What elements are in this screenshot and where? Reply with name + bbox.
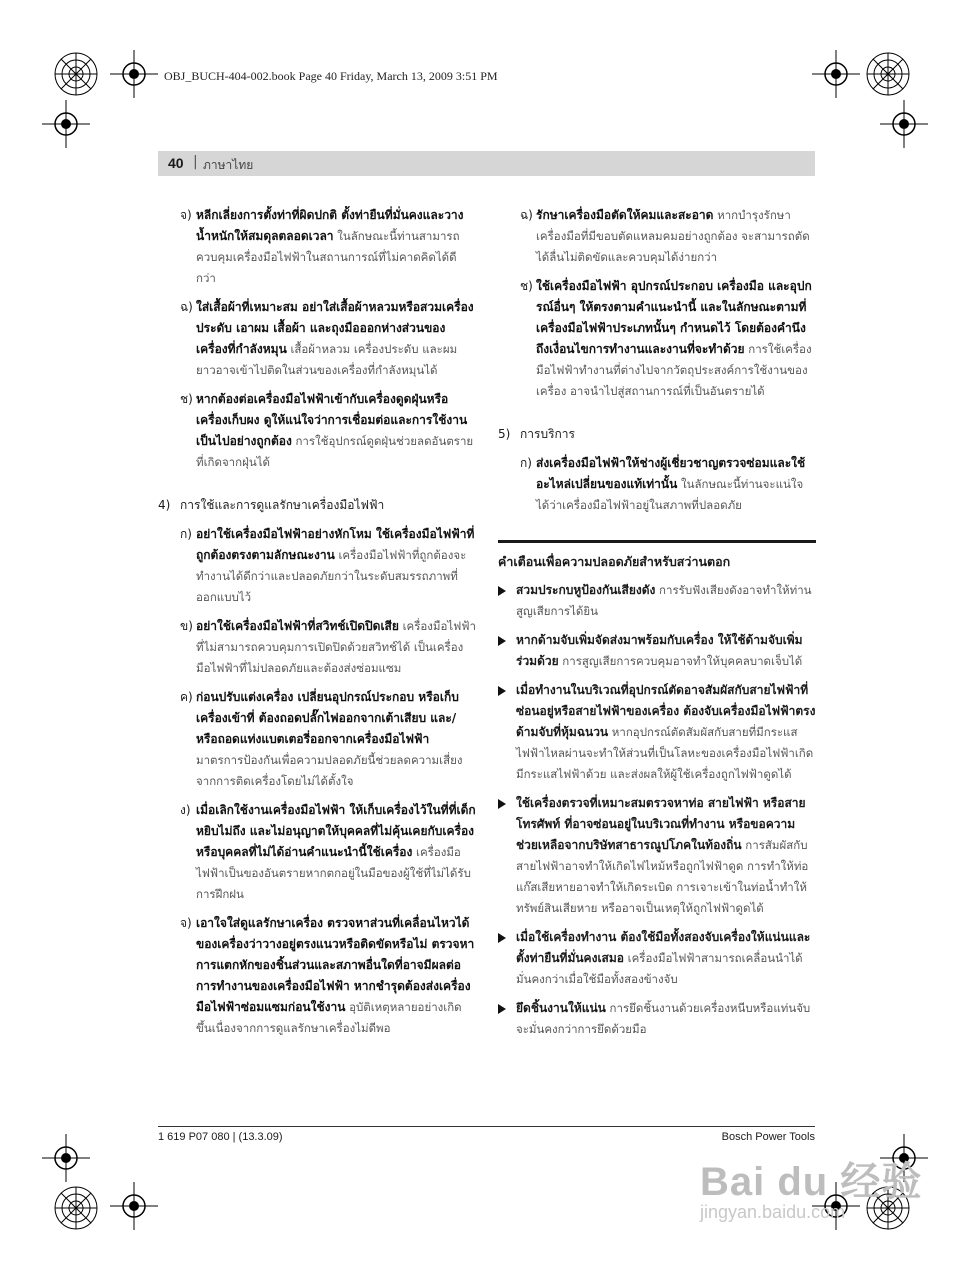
- bullet-bold-text: สวมประกบหูป้องกันเสียงดัง: [516, 583, 656, 597]
- item-text: เสื้อผ้าหลวม เครื่องประดับ และผมยาวอาจเข้าไปติดในส่วนของเครื่องที่กำลังหมุนได้: [196, 342, 458, 377]
- color-rosette-icon: [866, 52, 910, 96]
- section-marker: 4): [158, 498, 171, 512]
- bullet-text: เครื่องมือไฟฟ้าสามารถเคลื่อนนำได้มั่นคงกว่าเมื่อใช้มือทั้งสองข้างจับ: [516, 951, 803, 986]
- item-text: เครื่องมือไฟฟ้าที่ถูกต้องจะทำงานได้ดีกว่าและปลอดภัยกว่าในระดับสมรรถภาพที่ออกแบบไว้: [196, 548, 467, 604]
- safety-item: [158, 616, 476, 679]
- footer-code: 1 619 P07 080 | (13.3.09): [158, 1131, 283, 1143]
- item-text: อุบัติเหตุหลายอย่างเกิดขึ้นเนื่องจากการดูแลรักษาเครื่องไม่ดีพอ: [196, 1000, 462, 1035]
- bullet-text: การสัมผัสกับสายไฟฟ้าอาจทำให้เกิดไฟไหม้หรือถูกไฟฟ้าดูด การทำให้ท่อแก๊สเสียหายอาจทำให้เกิดระเบิด การเจาะเข้าในท่อน้ำทำให้ทรัพย์สินเสียหาย หรืออาจเป็นเหตุให้ถูกไฟฟ้าดูดได้: [516, 838, 809, 915]
- section-marker: 5): [498, 427, 511, 441]
- footer-divider: [158, 1126, 815, 1127]
- item-marker: จ): [180, 208, 192, 222]
- safety-item: [158, 297, 476, 381]
- item-bold-text: ก่อนปรับแต่งเครื่อง เปลี่ยนอุปกรณ์ประกอบ หรือเก็บเครื่องเข้าที่ ต้องถอดปลั๊กไฟออกจากเต้าเสียบ และ/หรือถอดแท่งแบตเตอรี่ออกจากเครื่องมือไฟฟ้า: [196, 690, 459, 746]
- section-heading: [158, 495, 476, 516]
- item-marker: ก): [180, 527, 192, 541]
- page-number: 40: [168, 155, 184, 171]
- registration-mark-icon: [812, 50, 860, 98]
- item-marker: ช): [520, 279, 533, 293]
- section-title: การบริการ: [520, 427, 575, 441]
- item-text: มาตรการป้องกันเพื่อความปลอดภัยนี้ช่วยลดความเสี่ยงจากการติดเครื่องโดยไม่ได้ตั้งใจ: [196, 753, 463, 788]
- bullet-bold-text: หากด้ามจับเพิ่มจัดส่งมาพร้อมกับเครื่อง ให้ใช้ด้ามจับเพิ่มร่วมด้วย: [516, 633, 803, 668]
- right-column: [498, 205, 816, 1040]
- item-text: เครื่องมือไฟฟ้าที่ไม่สามารถควบคุมการเปิดปิดด้วยสวิทช์ได้ เป็นเครื่องมือไฟฟ้าที่ไม่ปลอดภัยและต้องส่งซ่อมแซม: [196, 619, 476, 675]
- item-marker: ข): [180, 619, 193, 633]
- item-marker: จ): [180, 916, 192, 930]
- color-rosette-icon: [54, 52, 98, 96]
- item-text: การใช้อุปกรณ์ดูดฝุ่นช่วยลดอันตรายที่เกิดจากฝุ่นได้: [196, 434, 474, 469]
- bullet-bold-text: ยึดชิ้นงานให้แน่น: [516, 1001, 606, 1015]
- registration-mark-icon: [880, 100, 928, 148]
- warning-bullet: [498, 630, 816, 672]
- item-marker: ฉ): [520, 208, 533, 222]
- safety-item: [498, 205, 816, 268]
- bullet-text: การยึดชิ้นงานด้วยเครื่องหนีบหรือแท่นจับจะมั่นคงกว่าการยึดด้วยมือ: [516, 1001, 811, 1036]
- bullet-bold-text: ใช้เครื่องตรวจที่เหมาะสมตรวจหาท่อ สายไฟฟ้า หรือสายโทรศัพท์ ที่อาจซ่อนอยู่ในบริเวณที่ทำงาน หรือขอความช่วยเหลือจากบริษัทสาธารณูปโภคในท้องถิ่น: [516, 796, 806, 852]
- item-bold-text: เมื่อเลิกใช้งานเครื่องมือไฟฟ้า ให้เก็บเครื่องไว้ในที่ที่เด็กหยิบไม่ถึง และไม่อนุญาตให้บุคคลที่ไม่คุ้นเคยกับเครื่องหรือบุคคลที่ไม่ได้อ่านคำแนะนำนี้ใช้เครื่อง: [196, 803, 476, 859]
- safety-item: [498, 276, 816, 402]
- registration-mark-icon: [110, 50, 158, 98]
- item-marker: ฉ): [180, 300, 193, 314]
- warning-bullet: [498, 680, 816, 785]
- bullet-bold-text: เมื่อใช้เครื่องทำงาน ต้องใช้มือทั้งสองจับเครื่องให้แน่นและตั้งท่ายืนที่มั่นคงเสมอ: [516, 930, 811, 965]
- safety-item: [158, 913, 476, 1039]
- color-rosette-icon: [54, 1186, 98, 1230]
- item-bold-text: หลีกเลี่ยงการตั้งท่าที่ผิดปกติ ตั้งท่ายืนที่มั่นคงและวางน้ำหนักให้สมดุลตลอดเวลา: [196, 208, 464, 243]
- triangle-bullet-icon: [498, 686, 506, 696]
- page-separator: |: [193, 154, 198, 170]
- watermark-url: jingyan.baidu.com: [700, 1202, 846, 1222]
- watermark-logo-text: Bai du 经验: [700, 1160, 923, 1204]
- triangle-bullet-icon: [498, 636, 506, 646]
- item-bold-text: เอาใจใส่ดูแลรักษาเครื่อง ตรวจหาส่วนที่เคลื่อนไหวได้ของเครื่องว่าวางอยู่ตรงแนวหรือติดขัดหรือไม่ ตรวจหาการแตกหักของชิ้นส่วนและสภาพอื่นใดที่อาจมีผลต่อการทำงานของเครื่องมือไฟฟ้า หากชำรุดต้องส่งเครื่องมือไฟฟ้าซ่อมแซมก่อนใช้งาน: [196, 916, 475, 1014]
- item-text: การใช้เครื่องมือไฟฟ้าทำงานที่ต่างไปจากวัตถุประสงค์การใช้งานของเครื่อง อาจนำไปสู่สถานการณ์ที่เป็นอันตรายได้: [536, 342, 812, 398]
- item-bold-text: ใช้เครื่องมือไฟฟ้า อุปกรณ์ประกอบ เครื่องมือ และอุปกรณ์อื่นๆ ให้ตรงตามคำแนะนำนี้ และในลักษณะตามที่เครื่องมือไฟฟ้าประเภทนั้นๆ กำหนดไว้ โดยต้องคำนึงถึงเงื่อนไขการทำงานและงานที่จะทำด้วย: [536, 279, 812, 356]
- safety-item: [158, 205, 476, 289]
- item-bold-text: อย่าใช้เครื่องมือไฟฟ้าอย่างหักโหม ใช้เครื่องมือไฟฟ้าที่ถูกต้องตรงตามลักษณะงาน: [196, 527, 475, 562]
- item-bold-text: หากต้องต่อเครื่องมือไฟฟ้าเข้ากับเครื่องดูดฝุ่นหรือเครื่องเก็บผง ดูให้แน่ใจว่าการเชื่อมต่อและการใช้งานเป็นไปอย่างถูกต้อง: [196, 392, 468, 448]
- item-text: ในลักษณะนี้ท่านสามารถควบคุมเครื่องมือไฟฟ้าในสถานการณ์ที่ไม่คาดคิดได้ดีกว่า: [196, 229, 460, 285]
- bullet-text: หากอุปกรณ์ตัดสัมผัสกับสายที่มีกระแสไฟฟ้าไหลผ่านจะทำให้ส่วนที่เป็นโลหะของเครื่องมือไฟฟ้าเกิดมีกระแสไฟฟ้าด้วย และส่งผลให้ผู้ใช้เครื่องถูกไฟฟ้าดูดได้: [516, 725, 814, 781]
- warning-bullet: [498, 927, 816, 990]
- warning-heading: คำเตือนเพื่อความปลอดภัยสำหรับสว่านตอก: [498, 540, 816, 572]
- section-heading: [498, 424, 816, 445]
- item-bold-text: อย่าใช้เครื่องมือไฟฟ้าที่สวิทช์เปิดปิดเสีย: [196, 619, 399, 633]
- registration-mark-icon: [42, 100, 90, 148]
- item-bold-text: ส่งเครื่องมือไฟฟ้าให้ช่างผู้เชี่ยวชาญตรวจซ่อมและใช้อะไหล่เปลี่ยนของแท้เท่านั้น: [536, 456, 806, 491]
- safety-item: [158, 800, 476, 905]
- item-text: หากบำรุงรักษาเครื่องมือที่มีขอบตัดแหลมคมอย่างถูกต้อง จะสามารถตัดได้ลื่นไม่ติดขัดและควบคุมได้ง่ายกว่า: [536, 208, 810, 264]
- safety-item: [158, 524, 476, 608]
- baidu-watermark: [700, 1150, 923, 1222]
- triangle-bullet-icon: [498, 586, 506, 596]
- item-text: ในลักษณะนี้ท่านจะแน่ใจได้ว่าเครื่องมือไฟฟ้าอยู่ในสภาพที่ปลอดภัย: [536, 477, 804, 512]
- page-language: ภาษาไทย: [203, 158, 254, 172]
- triangle-bullet-icon: [498, 933, 506, 943]
- item-marker: ช): [180, 392, 193, 406]
- footer-brand: Bosch Power Tools: [721, 1131, 815, 1143]
- print-file-info: OBJ_BUCH-404-002.book Page 40 Friday, March 13, 2009 3:51 PM: [164, 69, 498, 83]
- left-column: [158, 205, 476, 1047]
- item-bold-text: ใส่เสื้อผ้าที่เหมาะสม อย่าใส่เสื้อผ้าหลวมหรือสวมเครื่องประดับ เอาผม เสื้อผ้า และถุงมือออกห่างส่วนของเครื่องที่กำลังหมุน: [196, 300, 474, 356]
- registration-mark-icon: [110, 1182, 158, 1230]
- item-text: เครื่องมือไฟฟ้าเป็นของอันตรายหากตกอยู่ในมือของผู้ใช้ที่ไม่ได้รับการฝึกฝน: [196, 845, 471, 901]
- item-marker: ก): [520, 456, 532, 470]
- page-header-bar: [158, 151, 815, 176]
- section-title: การใช้และการดูแลรักษาเครื่องมือไฟฟ้า: [180, 498, 385, 512]
- safety-item: [158, 389, 476, 473]
- item-marker: ง): [180, 803, 191, 817]
- bullet-text: การรับฟังเสียงดังอาจทำให้ท่านสูญเสียการได้ยิน: [516, 583, 812, 618]
- warning-bullet: [498, 580, 816, 622]
- bullet-bold-text: เมื่อทำงานในบริเวณที่อุปกรณ์ตัดอาจสัมผัสกับสายไฟฟ้าที่ซ่อนอยู่หรือสายไฟฟ้าของเครื่อง ต้องจับเครื่องมือไฟฟ้าตรงด้ามจับที่หุ้มฉนวน: [516, 683, 816, 739]
- item-bold-text: รักษาเครื่องมือตัดให้คมและสะอาด: [536, 208, 714, 222]
- triangle-bullet-icon: [498, 1004, 506, 1014]
- bullet-text: การสูญเสียการควบคุมอาจทำให้บุคคลบาดเจ็บได้: [558, 654, 803, 668]
- safety-item: [498, 453, 816, 516]
- warning-bullet: [498, 998, 816, 1040]
- item-marker: ค): [180, 690, 193, 704]
- warning-bullet: [498, 793, 816, 919]
- safety-item: [158, 687, 476, 792]
- triangle-bullet-icon: [498, 799, 506, 809]
- registration-mark-icon: [42, 1134, 90, 1182]
